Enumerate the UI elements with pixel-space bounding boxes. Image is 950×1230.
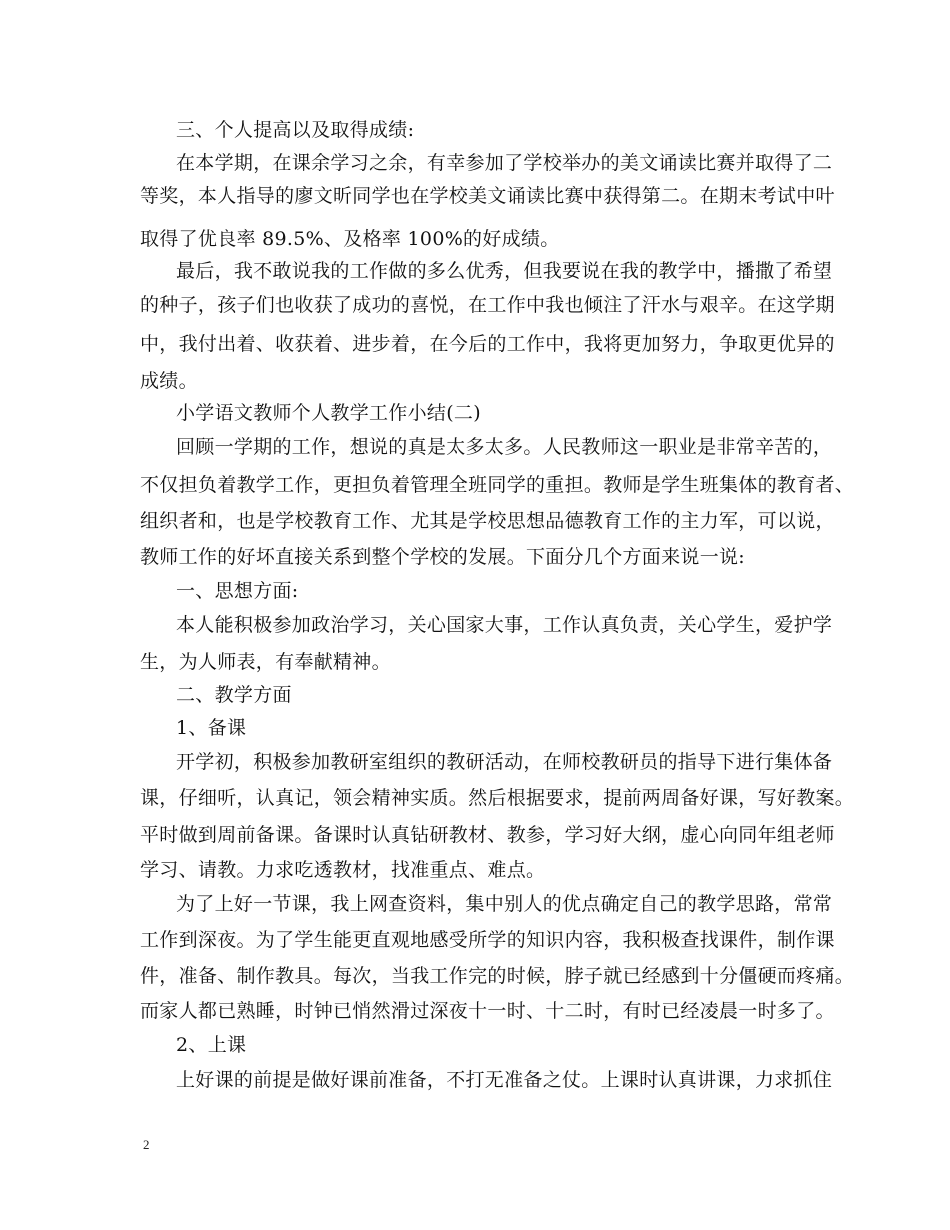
text-line: 开学初，积极参加教研室组织的教研活动，在师校教研员的指导下进行集体备 [176,751,833,773]
section-heading: 2、上课 [176,1034,247,1056]
section-heading: 一、思想方面: [176,580,299,602]
text-line: 的种子，孩子们也收获了成功的喜悦，在工作中我也倾注了汗水与艰辛。在这学期 [140,294,835,316]
text-line: 本人能积极参加政治学习，关心国家大事，工作认真负责，关心学生，爱护学 [176,614,833,636]
text-line: 为了上好一节课，我上网查资料，集中别人的优点确定自己的教学思路，常常 [176,893,833,915]
text-line: 组织者和，也是学校教育工作、尤其是学校思想品德教育工作的主力军，可以说， [140,510,835,532]
text-line: 取得了优良率 89.5%、及格率 100%的好成绩。 [140,228,560,250]
section-heading: 小学语文教师个人教学工作小结(二) [176,402,481,424]
text-line: 中，我付出着、收获着、进步着，在今后的工作中，我将更加努力，争取更优异的 [140,333,835,355]
text-line: 学习、请教。力求吃透教材，找准重点、难点。 [140,859,546,881]
text-line: 等奖，本人指导的廖文昕同学也在学校美文诵读比赛中获得第二。在期末考试中叶 [140,185,835,207]
text-line: 不仅担负着教学工作，更担负着管理全班同学的重担。教师是学生班集体的教育者、 [140,474,855,496]
page-number: 2 [143,1137,150,1152]
text-line: 工作到深夜。为了学生能更直观地感受所学的知识内容，我积极查找课件，制作课 [140,929,835,951]
text-line: 而家人都已熟睡，时钟已悄然滑过深夜十一时、十二时，有时已经凌晨一时多了。 [140,1000,835,1022]
text-line: 回顾一学期的工作，想说的真是太多太多。人民教师这一职业是非常辛苦的， [176,436,833,458]
text-line: 教师工作的好坏直接关系到整个学校的发展。下面分几个方面来说一说: [140,546,746,568]
text-line: 课，仔细听，认真记，领会精神实质。然后根据要求，提前两周备好课，写好教案。 [140,787,855,809]
text-line: 最后，我不敢说我的工作做的多么优秀，但我要说在我的教学中，播撒了希望 [176,260,833,282]
section-heading: 二、教学方面 [176,684,292,706]
text-line: 件，准备、制作教具。每次，当我工作完的时候，脖子就已经感到十分僵硬而疼痛。 [140,965,855,987]
text-line: 三、个人提高以及取得成绩: [176,119,415,141]
text-line: 生，为人师表，有奉献精神。 [140,651,391,673]
text-line: 上好课的前提是做好课前准备，不打无准备之仗。上课时认真讲课，力求抓住 [176,1069,833,1091]
text-line: 在本学期，在课余学习之余，有幸参加了学校举办的美文诵读比赛并取得了二 [176,152,833,174]
text-line: 成绩。 [140,370,198,392]
text-line: 平时做到周前备课。备课时认真钻研教材、教参，学习好大纲，虚心向同年组老师 [140,824,835,846]
section-heading: 1、备课 [176,717,247,739]
